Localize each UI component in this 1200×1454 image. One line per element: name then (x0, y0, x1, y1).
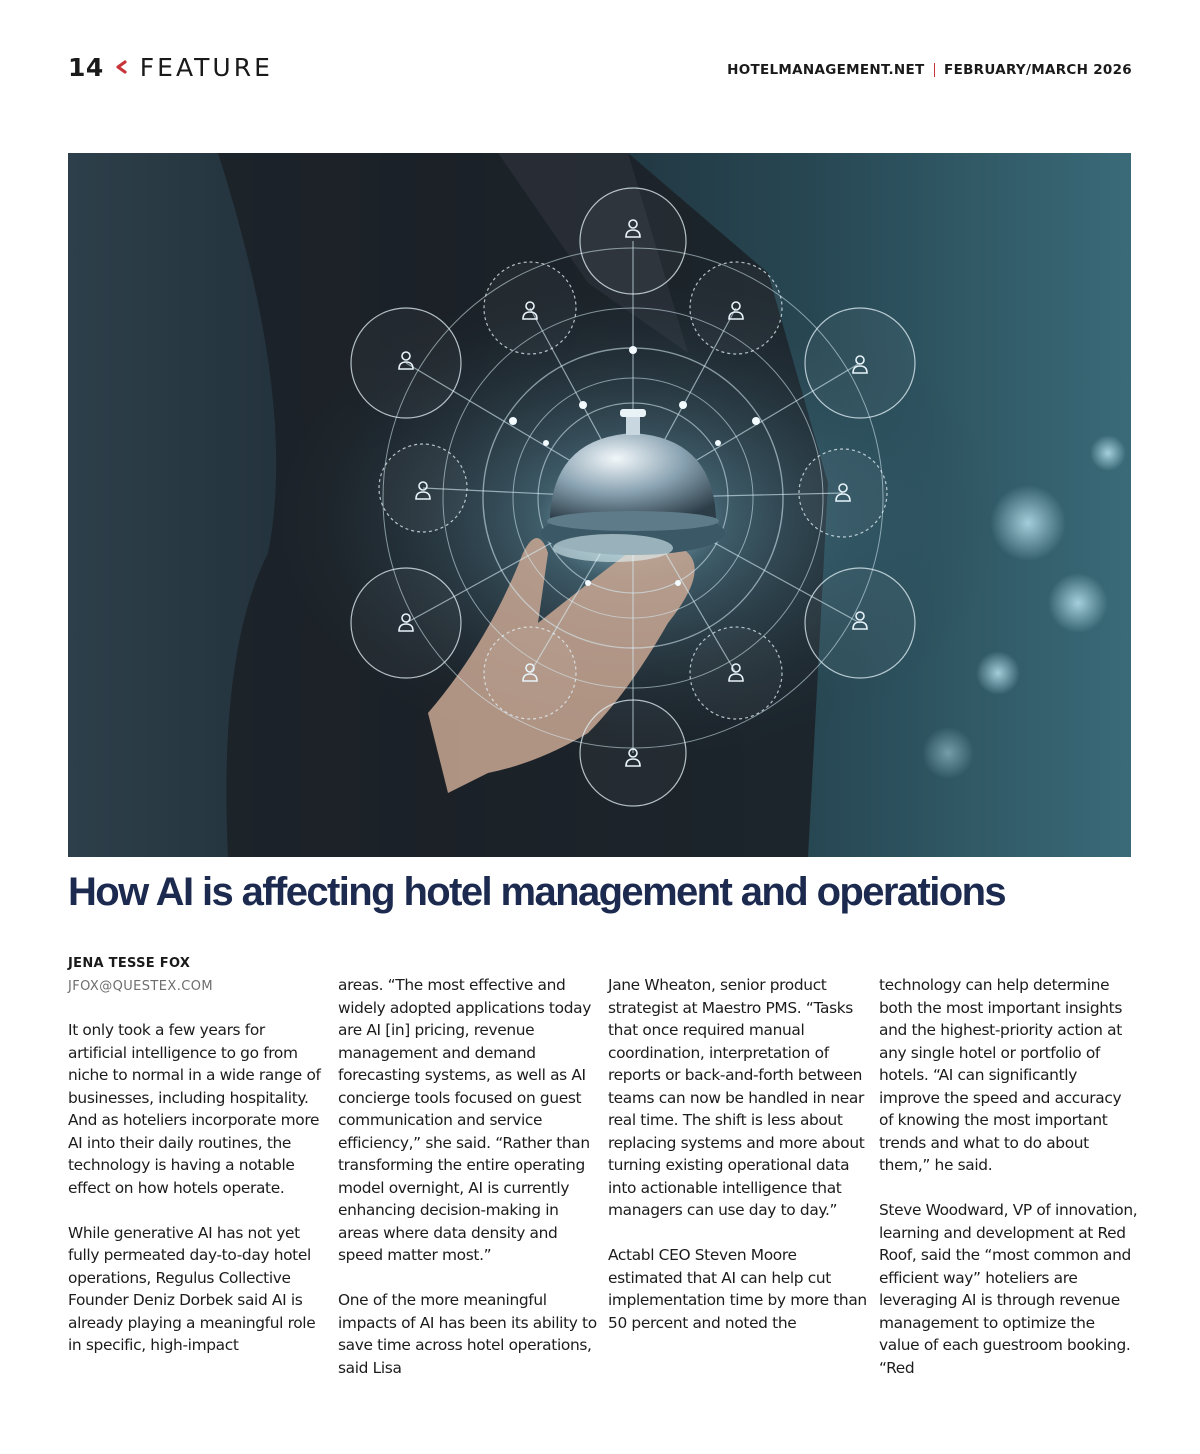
service-bell-network-icon (68, 153, 1131, 857)
section-label: FEATURE (139, 52, 273, 82)
paragraph: areas. “The most effective and widely adopted applications today are AI [in] pricing, revenue management and demand forecasting systems, as well as AI concierge tools focused on guest communication and service efficiency,” she said. “Rather than transforming the entire operating model overnight, AI is currently enhancing decision-making in areas where data density and speed matter most.” (338, 976, 591, 1264)
body-column-3 (608, 974, 868, 1357)
issue-date: FEBRUARY/MARCH 2026 (944, 62, 1132, 78)
author-email[interactable]: JFOX@QUESTEX.COM (68, 979, 213, 994)
paragraph: It only took a few years for artificial intelligence to go from niche to normal in a wide range of businesses, including hospitality. And as hoteliers incorporate more AI into their daily routines, the technology is having a notable effect on how hotels operate. (68, 1021, 321, 1197)
body-column-2 (338, 974, 598, 1402)
paragraph: Steve Woodward, VP of innovation, learning and development at Red Roof, said the “most common and efficient way” hoteliers are leveraging AI is through revenue management to optimize the value of each guestroom booking. “Red (879, 1201, 1138, 1377)
body-column-4 (879, 974, 1139, 1402)
paragraph: While generative AI has not yet fully permeated day-to-day hotel operations, Regulus Collective Founder Deniz Dorbek said AI is already playing a meaningful role in specific, high-impact (68, 1223, 316, 1354)
body-column-1 (68, 1019, 328, 1379)
page-number: 14 (68, 52, 104, 82)
article-headline: How AI is affecting hotel management and operations (68, 870, 1006, 914)
hero-image (68, 153, 1131, 857)
paragraph: Jane Wheaton, senior product strategist at Maestro PMS. “Tasks that once required manual coordination, interpretation of reports or back-and-forth between teams can now be handled in near real time. The shift is less about replacing systems and more about turning existing operational data into actionable intelligence that managers can use day to day.” (608, 976, 865, 1219)
author-name: JENA TESSE FOX (68, 956, 191, 971)
paragraph: technology can help determine both the most important insights and the highest-priority action at any single hotel or portfolio of hotels. “AI can significantly improve the speed and accuracy of knowing the most important trends and what to do about them,” he said. (879, 976, 1123, 1174)
paragraph: Actabl CEO Steven Moore estimated that AI can help cut implementation time by more than 50 percent and noted the (608, 1246, 867, 1332)
site-name: HOTELMANAGEMENT.NET (727, 62, 925, 78)
page-header-right (727, 62, 1132, 78)
chevron-left-icon (114, 56, 128, 78)
header-divider (934, 63, 936, 77)
page-header-left (68, 52, 273, 82)
paragraph: One of the more meaningful impacts of AI has been its ability to save time across hotel operations, said Lisa (338, 1291, 597, 1377)
